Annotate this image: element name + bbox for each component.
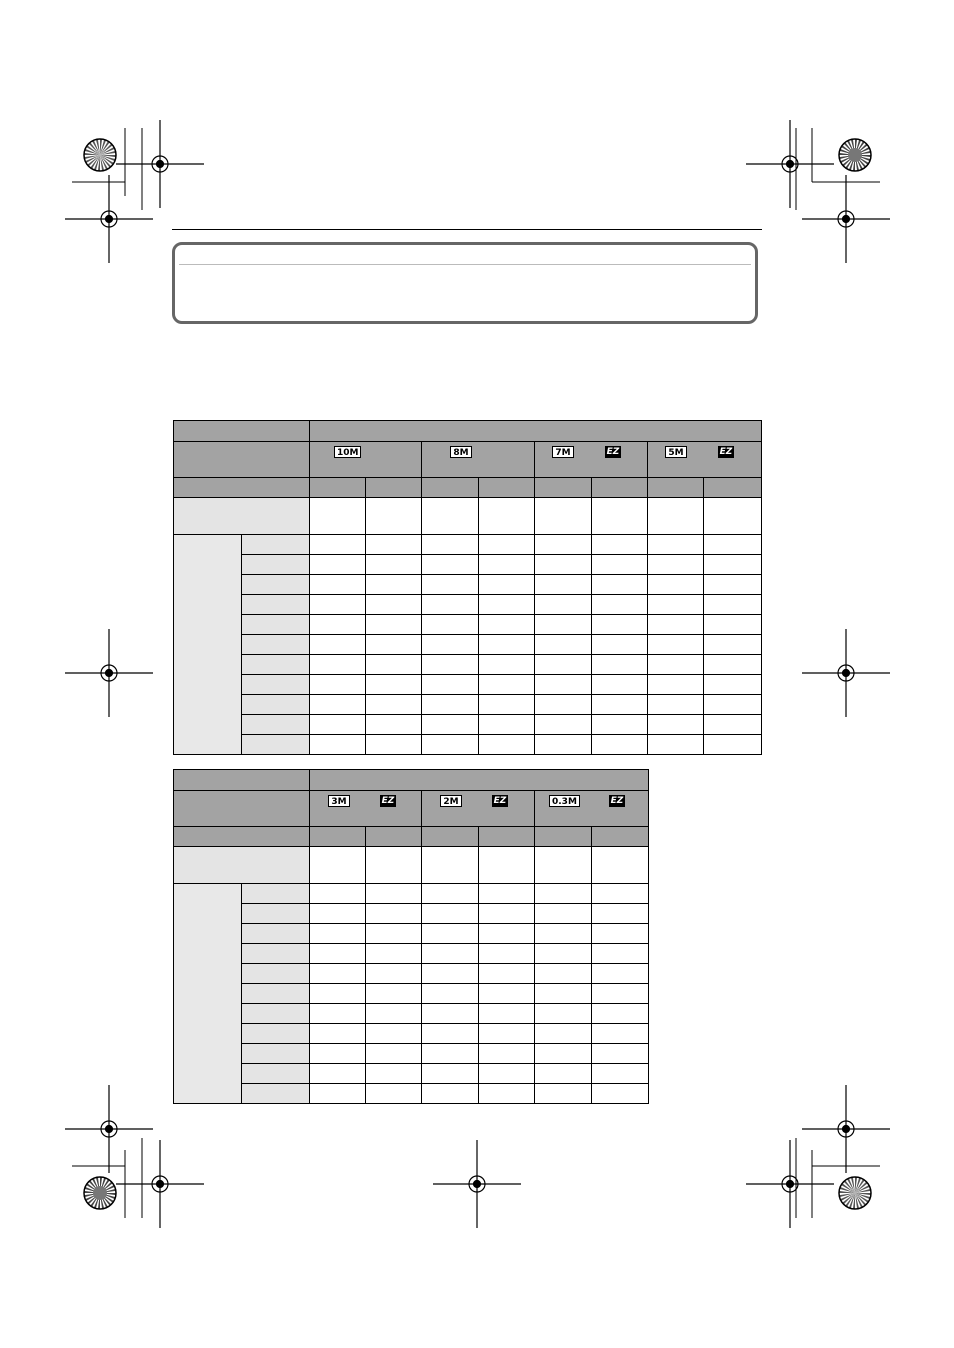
color-wheel-icon [839, 1177, 871, 1209]
registration-mark-icon [802, 1085, 890, 1173]
size-3m-icon: 3M [328, 795, 350, 807]
gray-wheel-icon [84, 1177, 116, 1209]
registration-mark-icon [116, 1140, 204, 1228]
registration-mark-icon [65, 175, 153, 263]
ez-icon: EZ [606, 447, 620, 457]
registration-mark-icon [65, 629, 153, 717]
size-8m-icon: 8M [450, 446, 472, 458]
ez-icon: EZ [610, 796, 624, 806]
registration-mark-icon [746, 1140, 834, 1228]
ez-icon: EZ [381, 796, 395, 806]
registration-mark-icon [433, 1140, 521, 1228]
ez-icon: EZ [493, 796, 507, 806]
size-0-3m-icon: 0.3M [549, 795, 580, 807]
registration-mark-icon [802, 629, 890, 717]
registration-mark-icon [746, 120, 834, 208]
size-10m-icon: 10M [334, 446, 361, 458]
size-2m-icon: 2M [440, 795, 462, 807]
registration-mark-icon [65, 1085, 153, 1173]
ez-icon: EZ [719, 447, 733, 457]
gray-wheel-icon [839, 139, 871, 171]
size-5m-icon: 5M [665, 446, 687, 458]
registration-mark-icon [802, 175, 890, 263]
color-wheel-icon [84, 139, 116, 171]
size-7m-icon: 7M [552, 446, 574, 458]
registration-mark-icon [116, 120, 204, 208]
